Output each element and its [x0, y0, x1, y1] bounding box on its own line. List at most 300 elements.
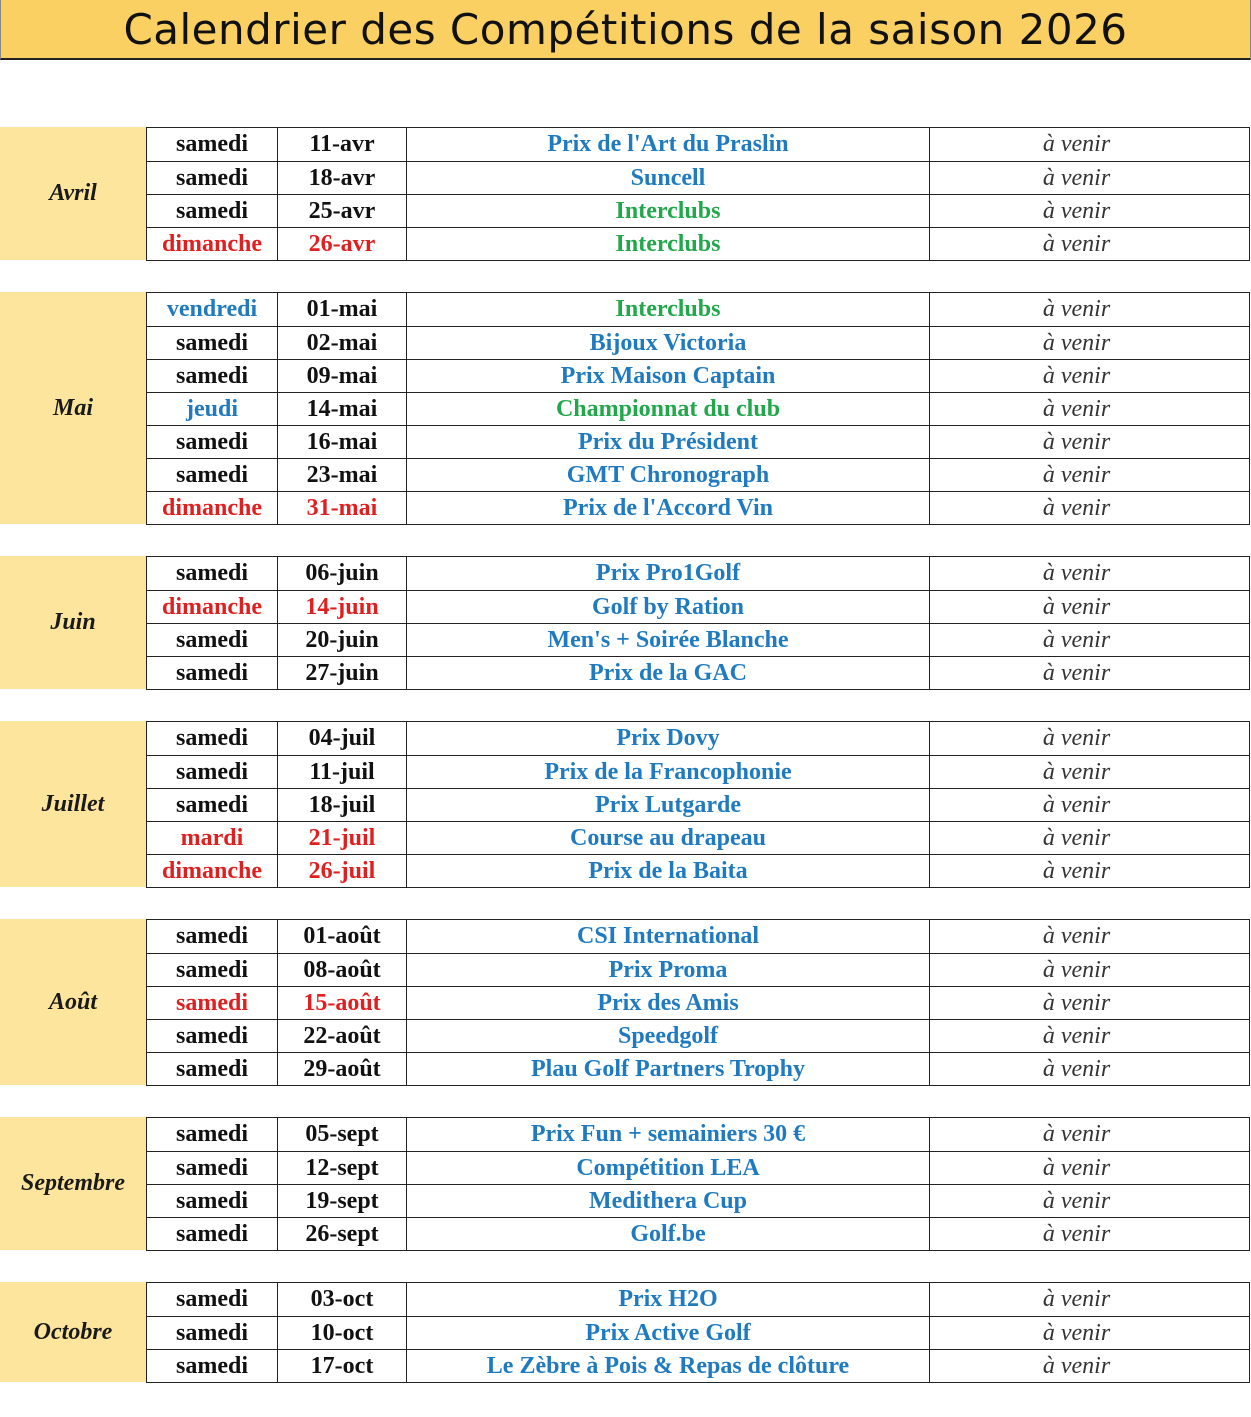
month-block: [0, 292, 1251, 524]
event-cell: [407, 624, 930, 656]
event-cell-text: Interclubs: [615, 197, 721, 224]
status-cell: [930, 1283, 1249, 1316]
event-cell: [407, 1350, 930, 1382]
status-cell: [930, 624, 1249, 656]
event-cell-text: Championnat du club: [555, 395, 781, 422]
month-block: [0, 919, 1251, 1085]
table-row: [147, 755, 1249, 788]
status-cell-text: à venir: [1042, 824, 1111, 851]
event-cell-text: Prix Maison Captain: [560, 362, 776, 389]
event-cell: [407, 1283, 930, 1316]
event-cell: [407, 920, 930, 953]
status-cell-text: à venir: [1042, 923, 1111, 949]
table-row: [147, 1283, 1249, 1316]
month-name: Juin: [50, 609, 96, 635]
event-cell-text: Speedgolf: [617, 1022, 718, 1049]
day-cell: [147, 920, 278, 953]
status-cell: [930, 1185, 1249, 1217]
month-rows: [146, 1117, 1250, 1251]
day-cell-text: jeudi: [185, 395, 238, 422]
day-cell: [147, 1053, 278, 1085]
event-cell-text: Prix Fun + semainiers 30 €: [530, 1121, 806, 1147]
table-row: [147, 854, 1249, 887]
month-rows: [146, 919, 1250, 1086]
date-cell-text: 16-mai: [306, 428, 378, 455]
date-cell-text: 26-avr: [308, 230, 376, 257]
month-label-cell: [0, 292, 146, 524]
date-cell: [278, 920, 407, 953]
event-cell-text: Prix Lutgarde: [595, 791, 741, 818]
table-row: [147, 953, 1249, 986]
day-cell: [147, 293, 278, 326]
date-cell-text: 12-sept: [305, 1154, 379, 1181]
status-cell: [930, 657, 1249, 689]
event-cell: [407, 722, 930, 755]
day-cell: [147, 1020, 278, 1052]
day-cell-text: samedi: [176, 1352, 248, 1379]
day-cell-text: samedi: [176, 1121, 248, 1147]
day-cell-text: samedi: [176, 956, 248, 983]
date-cell: [278, 822, 407, 854]
day-cell-text: samedi: [176, 626, 248, 653]
table-row: [147, 722, 1249, 755]
month-name: Avril: [49, 180, 97, 206]
table-row: [147, 491, 1249, 524]
event-cell: [407, 360, 930, 392]
date-cell-text: 15-août: [303, 989, 381, 1016]
event-cell-text: Golf.be: [630, 1220, 706, 1247]
event-cell: [407, 954, 930, 986]
page-title: Calendrier des Compétitions de la saison 2026: [123, 4, 1128, 54]
status-cell: [930, 1350, 1249, 1382]
status-cell-text: à venir: [1042, 791, 1111, 818]
date-cell: [278, 426, 407, 458]
date-cell-text: 17-oct: [310, 1352, 374, 1379]
table-row: [147, 557, 1249, 590]
status-cell-text: à venir: [1042, 197, 1111, 224]
date-cell-text: 05-sept: [305, 1121, 379, 1147]
day-cell: [147, 1218, 278, 1250]
day-cell: [147, 855, 278, 887]
event-cell-text: Prix du Président: [578, 428, 758, 455]
status-cell-text: à venir: [1042, 1352, 1111, 1379]
status-cell: [930, 228, 1249, 260]
event-cell-text: Golf by Ration: [591, 593, 744, 620]
date-cell-text: 23-mai: [306, 461, 378, 488]
date-cell: [278, 459, 407, 491]
status-cell-text: à venir: [1042, 1187, 1111, 1214]
event-cell-text: Prix des Amis: [597, 989, 739, 1016]
date-cell-text: 14-juin: [305, 593, 379, 620]
day-cell: [147, 789, 278, 821]
table-row: [147, 1052, 1249, 1085]
day-cell: [147, 1350, 278, 1382]
month-rows: [146, 127, 1250, 261]
month-name: Août: [48, 988, 98, 1015]
status-cell: [930, 195, 1249, 227]
event-cell: [407, 327, 930, 359]
event-cell-text: GMT Chronograph: [566, 461, 770, 488]
status-cell-text: à venir: [1042, 1286, 1111, 1312]
status-cell-text: à venir: [1042, 494, 1111, 521]
day-cell-text: samedi: [176, 791, 248, 818]
day-cell: [147, 459, 278, 491]
day-cell-text: samedi: [176, 989, 248, 1016]
status-cell: [930, 822, 1249, 854]
date-cell-text: 02-mai: [306, 329, 378, 356]
day-cell: [147, 987, 278, 1019]
month-rows: [146, 721, 1250, 888]
event-cell-text: Prix de la Baita: [588, 857, 748, 884]
event-cell: [407, 557, 930, 590]
day-cell: [147, 822, 278, 854]
event-cell: [407, 1317, 930, 1349]
day-cell: [147, 722, 278, 755]
day-cell: [147, 557, 278, 590]
status-cell: [930, 492, 1249, 524]
date-cell-text: 09-mai: [306, 362, 378, 389]
status-cell-text: à venir: [1042, 725, 1111, 751]
date-cell-text: 11-juil: [309, 758, 375, 785]
status-cell-text: à venir: [1042, 1055, 1111, 1082]
date-cell: [278, 1185, 407, 1217]
event-cell-text: Prix H2O: [618, 1286, 718, 1312]
day-cell-text: dimanche: [161, 494, 262, 521]
status-cell-text: à venir: [1042, 626, 1111, 653]
day-cell-text: samedi: [176, 560, 248, 586]
date-cell: [278, 855, 407, 887]
event-cell: [407, 195, 930, 227]
status-cell-text: à venir: [1042, 659, 1111, 686]
status-cell: [930, 426, 1249, 458]
status-cell: [930, 1020, 1249, 1052]
date-cell-text: 21-juil: [308, 824, 376, 851]
status-cell-text: à venir: [1042, 1022, 1111, 1049]
table-row: [147, 1019, 1249, 1052]
event-cell: [407, 789, 930, 821]
event-cell-text: Interclubs: [615, 230, 721, 257]
date-cell-text: 25-avr: [308, 197, 376, 224]
table-row: [147, 656, 1249, 689]
date-cell: [278, 591, 407, 623]
table-row: [147, 1184, 1249, 1217]
date-cell: [278, 195, 407, 227]
event-cell: [407, 591, 930, 623]
table-row: [147, 326, 1249, 359]
event-cell-text: CSI International: [576, 923, 760, 949]
day-cell-text: samedi: [176, 1022, 248, 1049]
event-cell-text: Suncell: [630, 164, 706, 191]
event-cell: [407, 855, 930, 887]
status-cell-text: à venir: [1042, 230, 1111, 257]
day-cell: [147, 195, 278, 227]
date-cell-text: 11-avr: [309, 131, 375, 157]
event-cell-text: Prix de la Francophonie: [544, 758, 792, 785]
date-cell: [278, 1152, 407, 1184]
day-cell-text: dimanche: [161, 230, 262, 257]
table-row: [147, 425, 1249, 458]
day-cell-text: samedi: [176, 131, 248, 157]
date-cell: [278, 1020, 407, 1052]
status-cell: [930, 557, 1249, 590]
month-rows: [146, 556, 1250, 690]
date-cell: [278, 492, 407, 524]
date-cell-text: 19-sept: [305, 1187, 379, 1214]
month-label-cell: [0, 556, 146, 689]
table-row: [147, 227, 1249, 260]
table-row: [147, 1118, 1249, 1151]
event-cell: [407, 987, 930, 1019]
day-cell: [147, 1118, 278, 1151]
day-cell-text: samedi: [176, 1055, 248, 1082]
month-label-cell: [0, 1117, 146, 1250]
event-cell-text: Interclubs: [615, 296, 721, 322]
event-cell: [407, 1152, 930, 1184]
event-cell-text: Prix de l'Art du Praslin: [547, 131, 789, 157]
table-row: [147, 986, 1249, 1019]
month-label-cell: [0, 919, 146, 1085]
status-cell: [930, 1053, 1249, 1085]
table-row: [147, 359, 1249, 392]
month-block: [0, 127, 1251, 260]
date-cell: [278, 128, 407, 161]
table-row: [147, 458, 1249, 491]
day-cell-text: dimanche: [161, 593, 262, 620]
day-cell-text: samedi: [176, 1220, 248, 1247]
event-cell: [407, 1185, 930, 1217]
date-cell: [278, 293, 407, 326]
month-name: Mai: [52, 394, 93, 421]
event-cell: [407, 1020, 930, 1052]
table-row: [147, 161, 1249, 194]
table-row: [147, 194, 1249, 227]
status-cell: [930, 459, 1249, 491]
day-cell-text: samedi: [176, 197, 248, 224]
date-cell-text: 26-juil: [308, 857, 376, 884]
month-rows: [146, 292, 1250, 525]
month-block: [0, 556, 1251, 689]
event-cell: [407, 293, 930, 326]
month-rows: [146, 1282, 1250, 1383]
status-cell: [930, 954, 1249, 986]
date-cell-text: 31-mai: [306, 494, 378, 521]
status-cell: [930, 1118, 1249, 1151]
table-row: [147, 1349, 1249, 1382]
event-cell-text: Plau Golf Partners Trophy: [530, 1055, 805, 1082]
day-cell: [147, 1317, 278, 1349]
event-cell: [407, 426, 930, 458]
date-cell: [278, 657, 407, 689]
event-cell: [407, 459, 930, 491]
event-cell-text: Men's + Soirée Blanche: [547, 626, 789, 653]
date-cell: [278, 954, 407, 986]
day-cell-text: samedi: [176, 1319, 248, 1346]
date-cell-text: 26-sept: [305, 1220, 379, 1247]
event-cell-text: Compétition LEA: [576, 1154, 760, 1181]
status-cell-text: à venir: [1042, 131, 1111, 157]
status-cell-text: à venir: [1042, 164, 1111, 191]
date-cell: [278, 162, 407, 194]
date-cell-text: 29-août: [303, 1055, 381, 1082]
event-cell: [407, 756, 930, 788]
day-cell: [147, 426, 278, 458]
status-cell: [930, 1317, 1249, 1349]
title-bar: [0, 0, 1251, 60]
event-cell: [407, 393, 930, 425]
status-cell: [930, 327, 1249, 359]
status-cell-text: à venir: [1042, 1154, 1111, 1181]
day-cell-text: samedi: [176, 461, 248, 488]
date-cell: [278, 1118, 407, 1151]
table-row: [147, 1316, 1249, 1349]
day-cell-text: vendredi: [166, 296, 258, 322]
day-cell: [147, 1283, 278, 1316]
status-cell-text: à venir: [1042, 362, 1111, 389]
table-row: [147, 128, 1249, 161]
event-cell-text: Bijoux Victoria: [589, 329, 747, 356]
date-cell: [278, 557, 407, 590]
status-cell-text: à venir: [1042, 989, 1111, 1016]
status-cell: [930, 789, 1249, 821]
status-cell: [930, 1218, 1249, 1250]
status-cell: [930, 393, 1249, 425]
status-cell-text: à venir: [1042, 1220, 1111, 1247]
date-cell-text: 04-juil: [308, 725, 376, 751]
month-block: [0, 721, 1251, 887]
table-row: [147, 788, 1249, 821]
status-cell-text: à venir: [1042, 1319, 1111, 1346]
status-cell: [930, 987, 1249, 1019]
event-cell-text: Prix Pro1Golf: [595, 560, 741, 586]
event-cell: [407, 492, 930, 524]
date-cell: [278, 393, 407, 425]
day-cell: [147, 162, 278, 194]
day-cell-text: samedi: [176, 362, 248, 389]
event-cell: [407, 822, 930, 854]
event-cell-text: Course au drapeau: [569, 824, 767, 851]
table-row: [147, 392, 1249, 425]
date-cell-text: 01-août: [303, 923, 381, 949]
event-cell: [407, 1218, 930, 1250]
date-cell: [278, 722, 407, 755]
day-cell: [147, 954, 278, 986]
date-cell-text: 27-juin: [305, 659, 379, 686]
status-cell: [930, 722, 1249, 755]
event-cell-text: Prix Proma: [608, 956, 728, 983]
status-cell-text: à venir: [1042, 560, 1111, 586]
table-row: [147, 590, 1249, 623]
day-cell-text: samedi: [176, 329, 248, 356]
date-cell: [278, 360, 407, 392]
month-block: [0, 1282, 1251, 1382]
day-cell-text: samedi: [176, 428, 248, 455]
status-cell-text: à venir: [1042, 329, 1111, 356]
table-row: [147, 821, 1249, 854]
event-cell: [407, 128, 930, 161]
date-cell: [278, 756, 407, 788]
month-label-cell: [0, 721, 146, 887]
status-cell-text: à venir: [1042, 1121, 1111, 1147]
day-cell: [147, 1152, 278, 1184]
status-cell-text: à venir: [1042, 395, 1111, 422]
status-cell-text: à venir: [1042, 758, 1111, 785]
day-cell-text: samedi: [176, 758, 248, 785]
status-cell: [930, 756, 1249, 788]
day-cell-text: samedi: [176, 1286, 248, 1312]
status-cell: [930, 360, 1249, 392]
status-cell-text: à venir: [1042, 461, 1111, 488]
event-cell: [407, 162, 930, 194]
day-cell: [147, 657, 278, 689]
event-cell: [407, 1053, 930, 1085]
day-cell: [147, 393, 278, 425]
date-cell-text: 10-oct: [310, 1319, 374, 1346]
day-cell-text: samedi: [176, 725, 248, 751]
status-cell: [930, 162, 1249, 194]
day-cell: [147, 128, 278, 161]
day-cell: [147, 591, 278, 623]
event-cell-text: Le Zèbre à Pois & Repas de clôture: [486, 1352, 850, 1379]
status-cell: [930, 128, 1249, 161]
event-cell-text: Medithera Cup: [589, 1187, 747, 1214]
day-cell-text: samedi: [176, 164, 248, 191]
status-cell: [930, 591, 1249, 623]
day-cell: [147, 756, 278, 788]
date-cell-text: 03-oct: [310, 1286, 374, 1312]
day-cell-text: dimanche: [161, 857, 262, 884]
status-cell: [930, 855, 1249, 887]
date-cell-text: 01-mai: [306, 296, 378, 322]
date-cell: [278, 1053, 407, 1085]
date-cell-text: 18-avr: [308, 164, 376, 191]
date-cell-text: 20-juin: [305, 626, 379, 653]
month-name: Octobre: [33, 1318, 113, 1345]
date-cell: [278, 1283, 407, 1316]
month-label-cell: [0, 127, 146, 260]
status-cell-text: à venir: [1042, 857, 1111, 884]
date-cell-text: 08-août: [303, 956, 381, 983]
day-cell: [147, 228, 278, 260]
day-cell-text: mardi: [180, 824, 244, 851]
event-cell-text: Prix Active Golf: [585, 1319, 751, 1346]
event-cell: [407, 1118, 930, 1151]
day-cell: [147, 360, 278, 392]
date-cell: [278, 1350, 407, 1382]
status-cell-text: à venir: [1042, 296, 1111, 322]
day-cell-text: samedi: [176, 659, 248, 686]
event-cell-text: Prix de la GAC: [589, 659, 747, 686]
event-cell-text: Prix de l'Accord Vin: [563, 494, 773, 521]
date-cell: [278, 327, 407, 359]
date-cell: [278, 228, 407, 260]
date-cell-text: 06-juin: [305, 560, 379, 586]
table-row: [147, 1217, 1249, 1250]
date-cell: [278, 1317, 407, 1349]
event-cell: [407, 657, 930, 689]
status-cell-text: à venir: [1042, 428, 1111, 455]
table-row: [147, 293, 1249, 326]
table-row: [147, 1151, 1249, 1184]
table-row: [147, 623, 1249, 656]
month-block: [0, 1117, 1251, 1250]
table-row: [147, 920, 1249, 953]
day-cell-text: samedi: [176, 1187, 248, 1214]
status-cell: [930, 1152, 1249, 1184]
day-cell: [147, 624, 278, 656]
month-label-cell: [0, 1282, 146, 1382]
date-cell: [278, 624, 407, 656]
month-name: Juillet: [41, 790, 105, 817]
